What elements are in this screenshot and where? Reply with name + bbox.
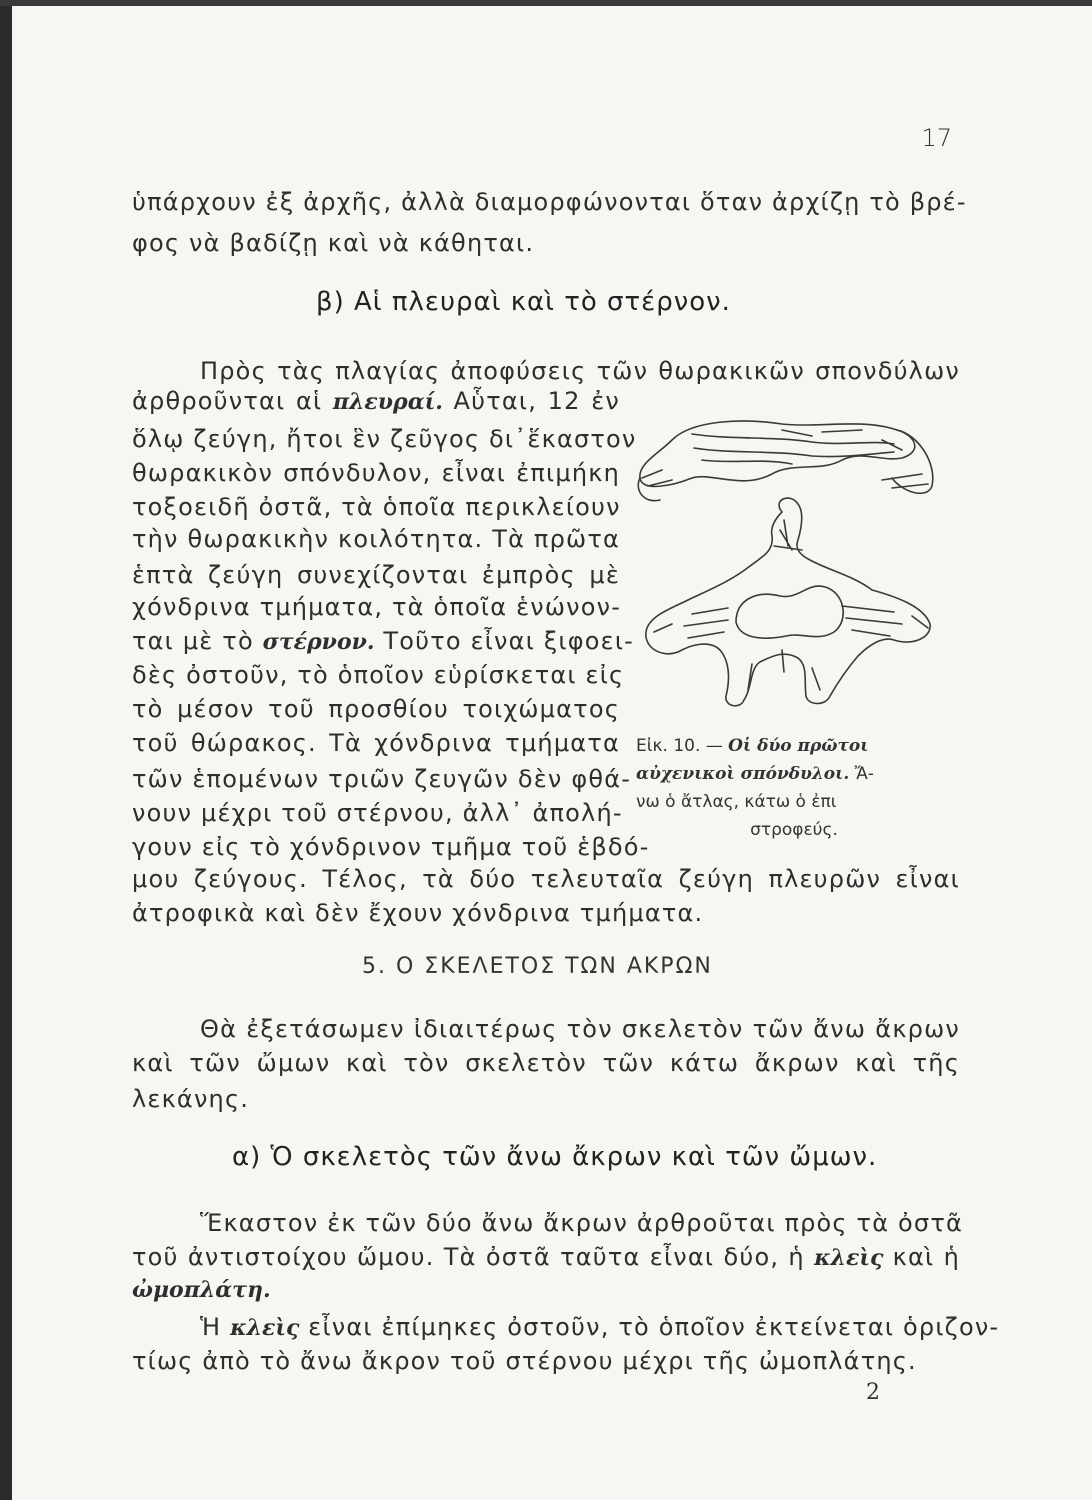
text-line xyxy=(132,624,635,659)
text-line: μου ζεύγους. Τέλος, τὰ δύο τελευταῖα ζεύγη πλευρῶν εἶναι xyxy=(132,865,960,893)
caption-prefix: Εἰκ. 10. — xyxy=(636,736,723,756)
text-span: Αὗται, 12 ἐν xyxy=(442,387,620,415)
text-line: τὸ μέσον τοῦ προσθίου τοιχώματος xyxy=(132,695,620,723)
vertebrae-illustration xyxy=(632,400,947,720)
text-line: Θὰ ἐξετάσωμεν ἰδιαιτέρως τὸν σκελετὸν τῶν ἄνω ἄκρων xyxy=(200,1015,960,1043)
caption-title: Οἱ δύο πρῶτοι xyxy=(728,736,869,756)
text-line: τοῦ θώρακος. Τὰ χόνδρινα τμήματα xyxy=(132,729,620,757)
term-sternum: στέρνον. xyxy=(262,629,375,655)
text-line xyxy=(132,384,620,419)
text-line: χόνδρινα τμήματα, τὰ ὁποῖα ἑνώνον- xyxy=(132,593,622,621)
scan-edge-left xyxy=(0,0,12,1500)
atlas-vertebra xyxy=(638,421,933,501)
term-ribs: πλευραί. xyxy=(332,389,443,415)
text-line xyxy=(132,1272,271,1307)
text-line: τίως ἀπὸ τὸ ἄνω ἄκρον τοῦ στέρνου μέχρι τῆς ὠμοπλάτης. xyxy=(132,1347,917,1375)
caption-line: νω ὁ ἄτλας, κάτω ὁ ἐπι xyxy=(636,792,837,812)
text-line: καὶ τῶν ὤμων καὶ τὸν σκελετὸν τῶν κάτω ἄκρων καὶ τῆς xyxy=(132,1049,960,1077)
caption-line: στροφεύς. xyxy=(750,820,838,840)
term-clavicle: κλεὶς xyxy=(814,1245,884,1271)
text-span: ἀρθροῦνται αἱ xyxy=(132,387,333,415)
caption-title: αὐχενικοὶ σπόνδυλοι. xyxy=(636,764,850,784)
term-scapula: ὠμοπλάτη. xyxy=(132,1277,271,1303)
text-line: ὅλῳ ζεύγη, ἤτοι ἓν ζεῦγος δι᾿ἕκαστον xyxy=(132,425,637,453)
text-line: ὑπάρχουν ἐξ ἀρχῆς, ἀλλὰ διαμορφώνονται ὅταν ἀρχίζῃ τὸ βρέ- xyxy=(132,188,967,216)
page-number: 17 xyxy=(921,124,952,152)
text-line xyxy=(132,1240,960,1275)
text-line: τὴν θωρακικὴν κοιλότητα. Τὰ πρῶτα xyxy=(132,525,620,553)
text-span: εἶναι ἐπίμηκες ὀστοῦν, τὸ ὁποῖον ἐκτείνεται ὁριζον- xyxy=(299,1313,1000,1341)
text-line: θωρακικὸν σπόνδυλον, εἶναι ἐπιμήκη xyxy=(132,459,620,487)
text-line: δὲς ὀστοῦν, τὸ ὁποῖον εὑρίσκεται εἰς xyxy=(132,661,625,689)
text-line: νουν μέχρι τοῦ στέρνου, ἀλλ᾿ ἀπολή- xyxy=(132,799,623,827)
caption-line xyxy=(636,760,952,788)
term-clavicle: κλεὶς xyxy=(230,1315,300,1341)
text-line: Ἕκαστον ἐκ τῶν δύο ἄνω ἄκρων ἀρθροῦται πρὸς τὰ ὀστᾶ xyxy=(200,1209,964,1237)
text-line: τῶν ἑπομένων τριῶν ζευγῶν δὲν φθά- xyxy=(132,765,632,793)
text-span: ται μὲ τὸ xyxy=(132,627,263,655)
text-line: ἑπτὰ ζεύγη συνεχίζονται ἐμπρὸς μὲ xyxy=(132,561,620,589)
text-line: ἀτροφικὰ καὶ δὲν ἔχουν χόνδρινα τμήματα. xyxy=(132,899,704,927)
signature-mark: 2 xyxy=(866,1380,880,1405)
caption-line xyxy=(636,732,952,760)
text-line: γουν εἰς τὸ χόνδρινον τμῆμα τοῦ ἑβδό- xyxy=(132,833,650,861)
text-line: τοξοειδῆ ὀστᾶ, τὰ ὁποῖα περικλείουν xyxy=(132,493,621,521)
text-line: φος νὰ βαδίζῃ καὶ νὰ κάθηται. xyxy=(132,229,535,257)
scan-edge-top xyxy=(0,0,1092,6)
text-span: Τοῦτο εἶναι ξιφοει- xyxy=(374,627,635,655)
axis-vertebra xyxy=(646,498,930,706)
text-line: λεκάνης. xyxy=(132,1085,250,1113)
caption-text: Ἄ- xyxy=(854,764,874,784)
text-line: Πρὸς τὰς πλαγίας ἀποφύσεις τῶν θωρακικῶν σπονδύλων xyxy=(200,357,960,385)
figure-caption xyxy=(636,732,952,844)
text-line xyxy=(200,1310,1000,1345)
heading-upper-limbs: α) Ὁ σκελετὸς τῶν ἄνω ἄκρων καὶ τῶν ὤμων. xyxy=(232,1142,878,1172)
section-title: 5. Ο ΣΚΕΛΕΤΟΣ ΤΩΝ ΑΚΡΩΝ xyxy=(362,954,713,979)
text-span: καὶ ἡ xyxy=(883,1243,960,1271)
heading-ribs-sternum: β) Αἱ πλευραὶ καὶ τὸ στέρνον. xyxy=(316,287,731,317)
text-span: Ἡ xyxy=(200,1313,231,1341)
text-span: τοῦ ἀντιστοίχου ὤμου. Τὰ ὀστᾶ ταῦτα εἶναι δύο, ἡ xyxy=(132,1243,815,1271)
